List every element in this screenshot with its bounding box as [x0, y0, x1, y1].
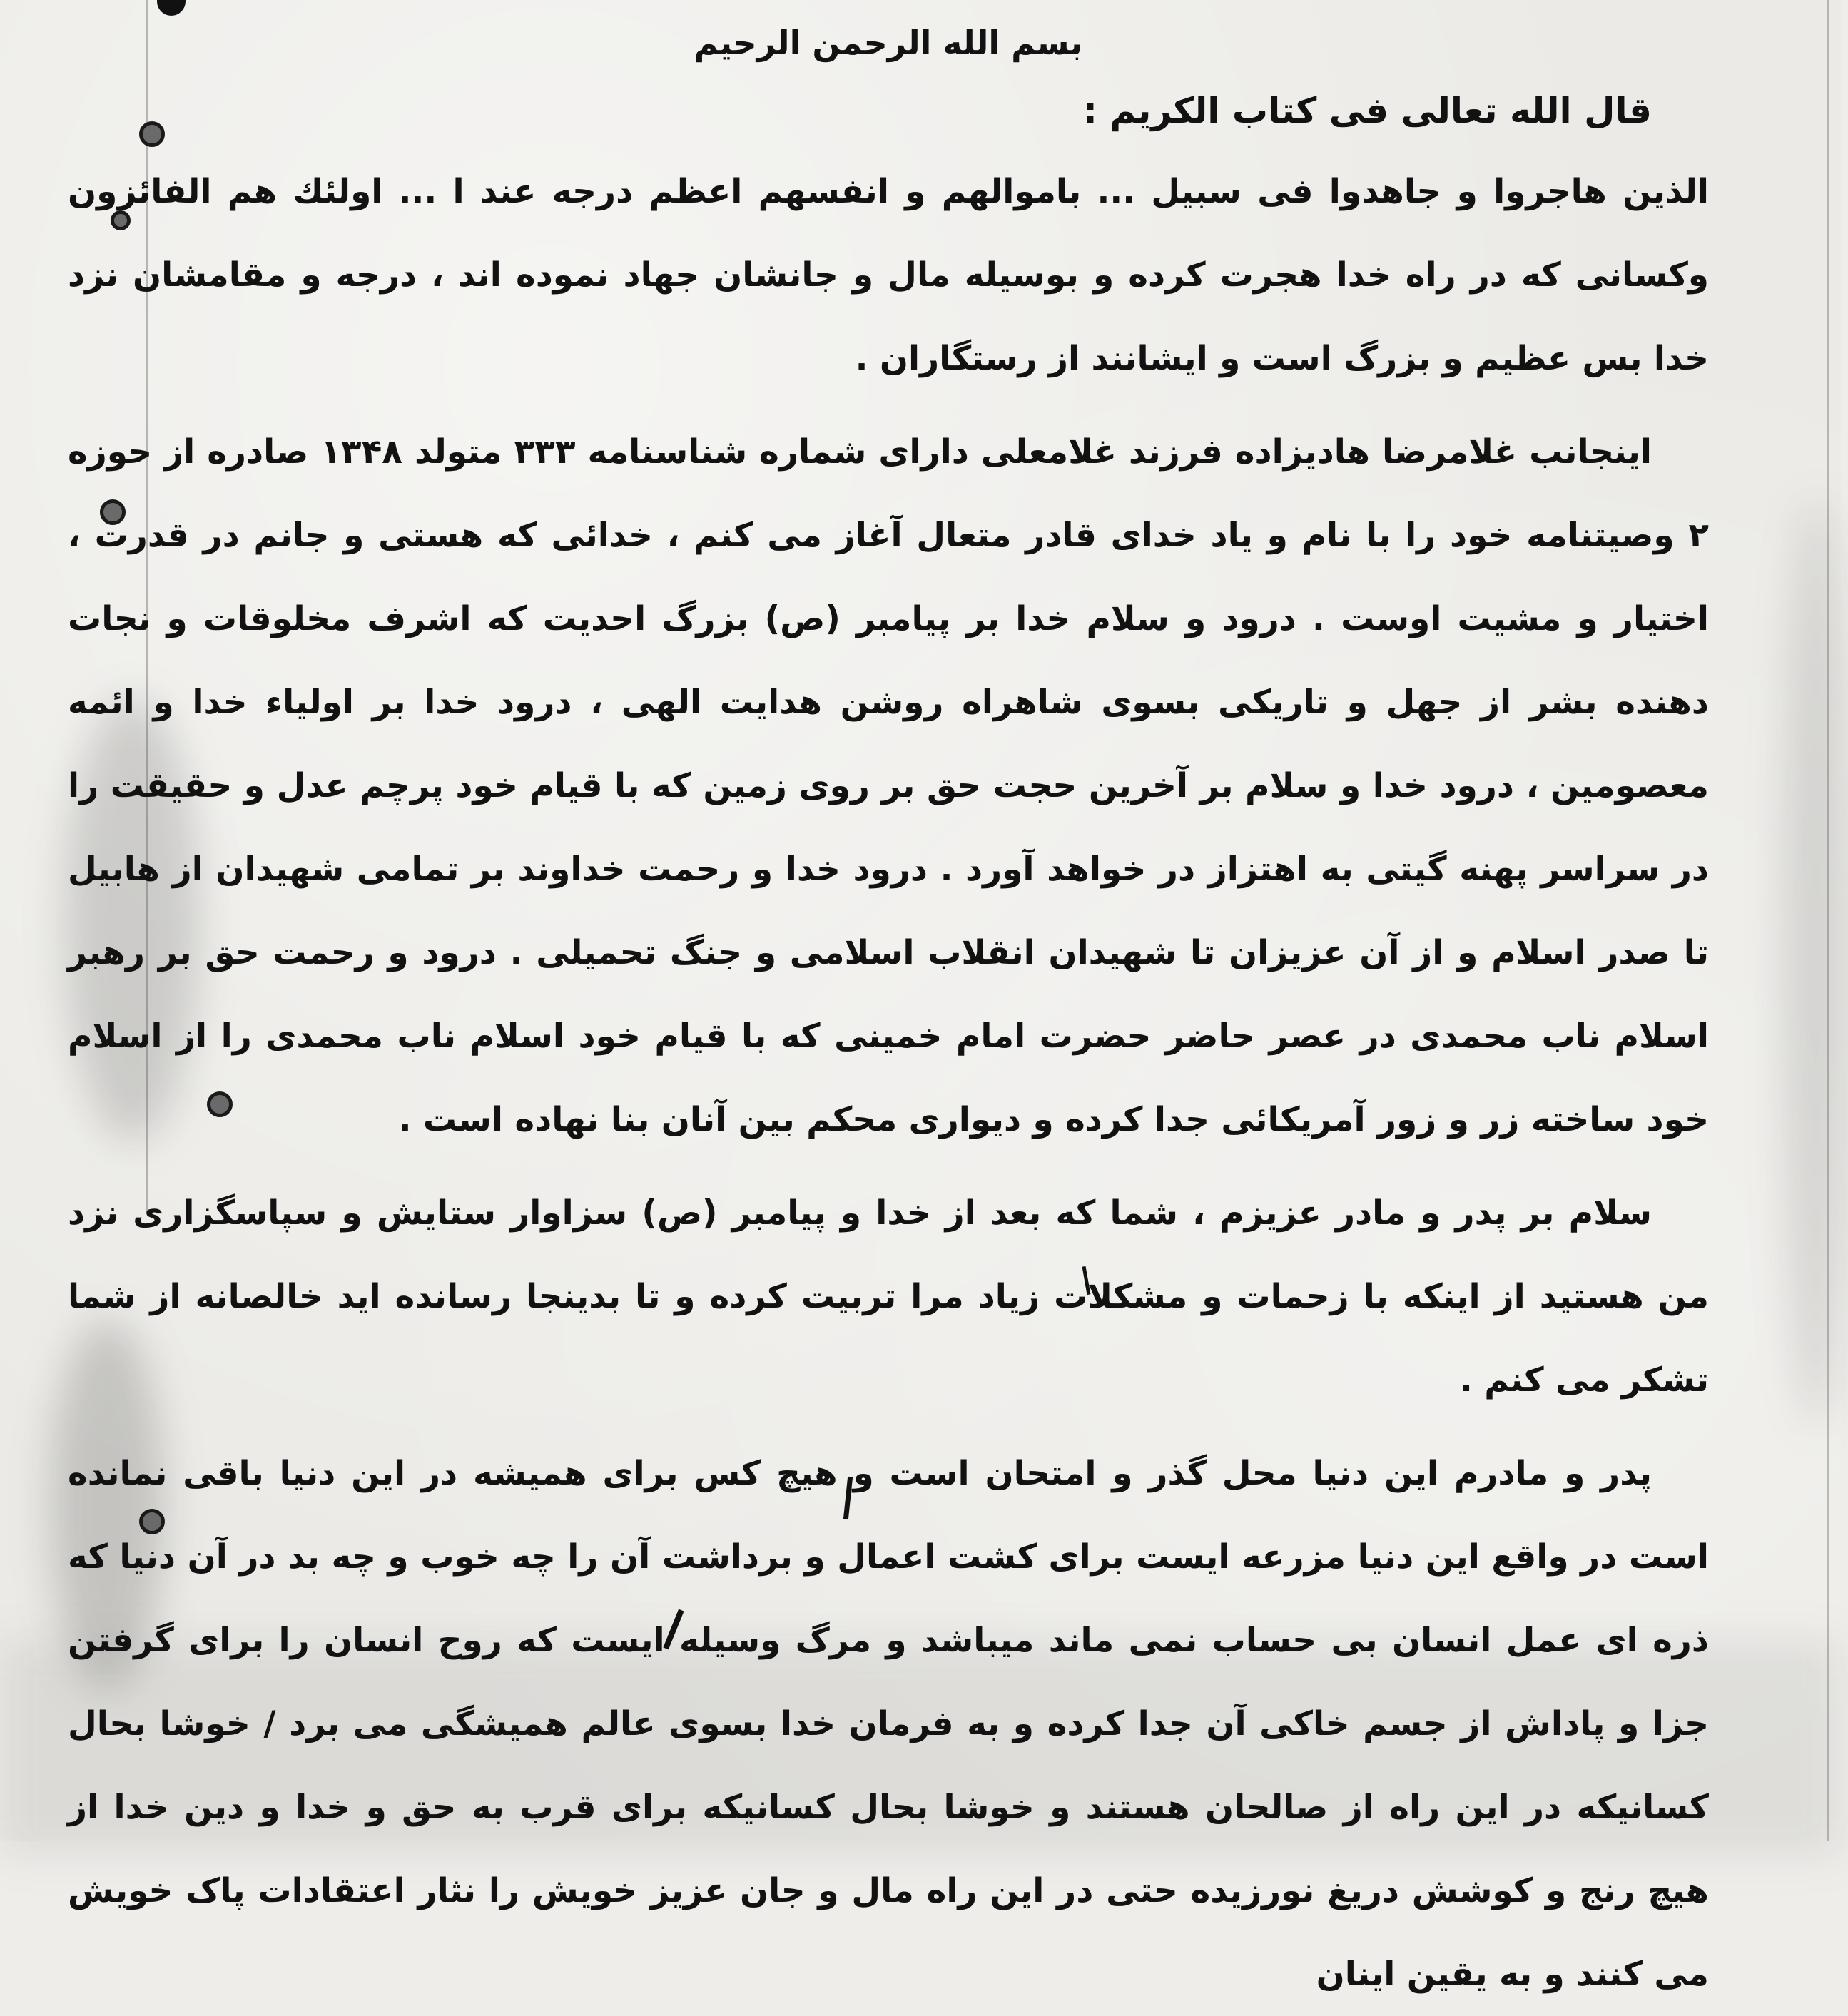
scan-shadow: [1784, 499, 1848, 1427]
ink-blot: [157, 0, 186, 16]
paragraph-world: پدر و مادرم این دنیا محل گذر و امتحان است و هیچ کس برای همیشه در این دنیا باقی نمانده است در واقع این دنیا مزرعه ایست برای کشت اعمال و برداشت آن را چه خوب و چه بد در آن دنیا که ذره ای عمل انسان بی حساب نمی ماند میباشد و مرگ وسیله ایست که روح انسان را برای گرفتن جزا و پاداش از جسم خاکی آن جدا کرده و به فرمان خدا بسوی عالم همیشگی می برد / خوشا بحال کسانیکه در این راه از صالحان هستند و خوشا بحال کسانیکه برای قرب به حق و خدا و دین خدا از هیچ رنج و کوشش دریغ نورزیده حتی در این راه مال و جان عزیز خویش را نثار اعتقادات پاک خویش می کنند و به یقین اینان: [68, 1454, 1709, 1994]
paragraph-parents: سلام بر پدر و مادر عزیزم ، شما که بعد از خدا و پیامبر (ص) سزاوار ستایش و سپاسگزاری نزد من هستید از اینکه با زحمات و مشکلات زیاد مرا تربیت کرده و تا بدینجا رسانده اید خالصانه از شما تشکر می کنم .: [68, 1193, 1709, 1400]
paragraph-verse: الذین هاجروا و جاهدوا فی سبیل ... باموالهم و انفسهم اعظم درجه عند ا ... اولئك هم الفائزون وکسانی که در راه خدا هجرت کرده و بوسیله مال و جانشان جهاد نموده اند ، درجه و مقامشان نزد خدا بس عظیم و بزرگ است و ایشانند از رستگاران .: [68, 172, 1709, 378]
page-edge: [1827, 0, 1829, 1841]
document-body: [68, 14, 1709, 2016]
intro-line: قال الله تعالی فی کتاب الکریم :: [1082, 90, 1652, 131]
paragraph-testament-opening: اینجانب غلامرضا هادیزاده فرزند غلامعلی دارای شماره شناسنامه ۳۳۳ متولد ۱۳۴۸ صادره از حوزه ۲ وصیتنامه خود را با نام و یاد خدای قادر متعال آغاز می کنم ، خدائی که هستی و جانم در قدرت ، اختیار و مشیت اوست . درود و سلام خدا بر پیامبر (ص) بزرگ احدیت که اشرف مخلوقات و نجات دهنده بشر از جهل و تاریکی بسوی شاهراه روشن هدایت الهی ، درود خدا بر اولیاء خدا و ائمه معصومین ، درود خدا و سلام بر آخرین حجت حق بر روی زمین که با قیام خود پرچم عدل و حقیقت را در سراسر پهنه گیتی به اهتزاز در خواهد آورد . درود خدا و رحمت خداوند بر تمامی شهیدان از هابیل تا صدر اسلام و از آن عزیزان تا شهیدان انقلاب اسلامی و جنگ تحمیلی . درود و رحمت حق بر رهبر اسلام ناب محمدی در عصر حاضر حضرت امام خمینی که با قیام خود اسلام ناب محمدی را از اسلام خود ساخته زر و زور آمریکائی جدا کرده و دیواری محکم بین آنان بنا نهاده است .: [68, 432, 1709, 1139]
document-heading: بسم الله الرحمن الرحيم: [694, 24, 1083, 62]
